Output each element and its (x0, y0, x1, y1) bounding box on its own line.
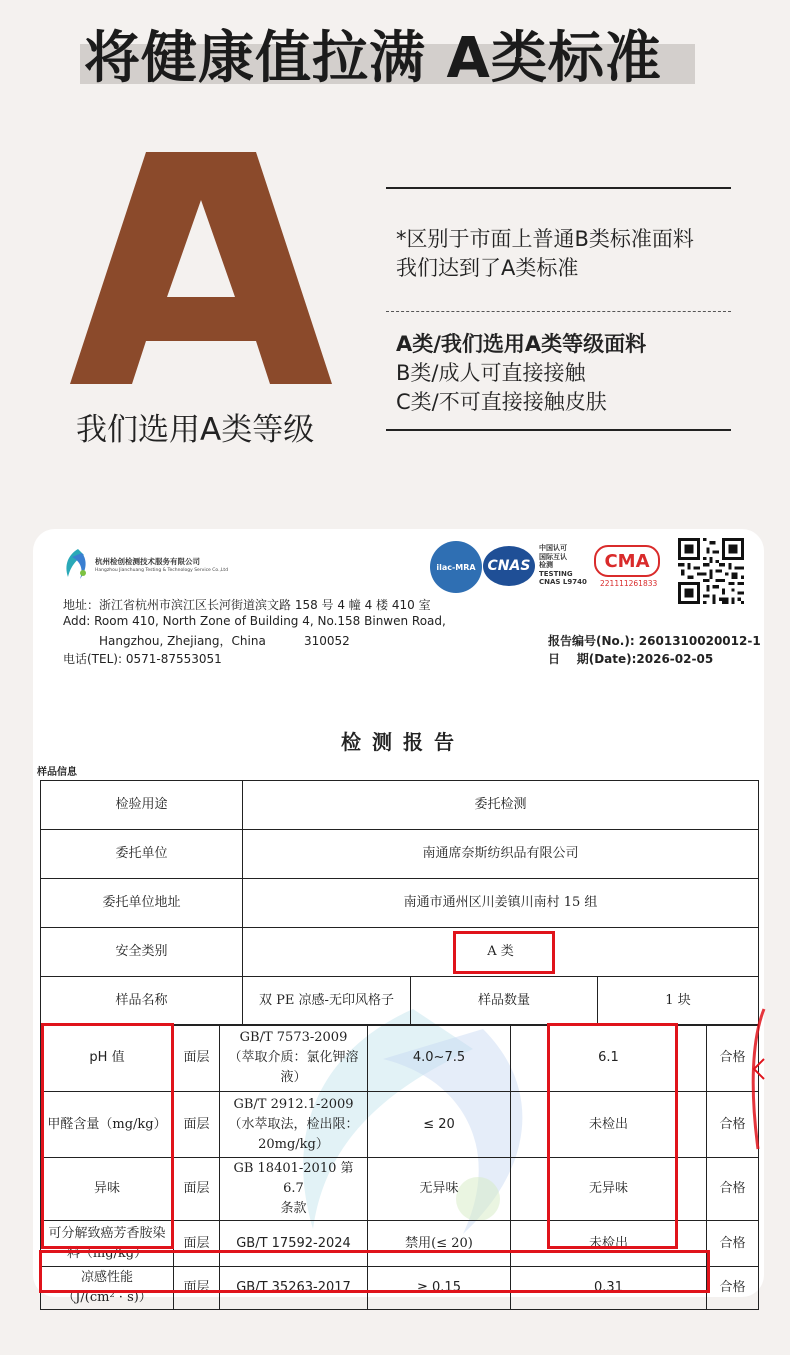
standard-note: 20mg/kg） (258, 1136, 329, 1152)
test-layer: 面层 (174, 1092, 220, 1158)
test-requirement: 禁用(≤ 20) (368, 1221, 511, 1267)
test-layer: 面层 (174, 1025, 220, 1092)
cnas-text-line: 检测 (539, 561, 553, 569)
table-row (41, 977, 759, 1026)
client-address-label: 委托单位地址 (41, 879, 243, 928)
divider-bottom (386, 429, 731, 431)
sample-qty-value: 1 块 (598, 977, 759, 1026)
purpose-value: 委托检测 (243, 781, 759, 830)
standard-note: 条款 (280, 1201, 307, 1216)
standard-code: GB 18401-2010 第 6.7 (233, 1161, 354, 1196)
test-item: 异味 (41, 1158, 174, 1221)
info-line-2: 我们达到了A类标准 (396, 256, 579, 280)
cnas-text-line: TESTING (539, 569, 573, 578)
cooling-unit: （J/(cm² · s)） (62, 1290, 152, 1305)
address-en-1: Add: Room 410, North Zone of Building 4, No.158 Binwen Road, (63, 614, 446, 628)
test-requirement: 4.0~7.5 (368, 1025, 511, 1092)
test-verdict: 合格 (707, 1221, 759, 1267)
cnas-text-line: CNAS L9740 (539, 578, 587, 586)
highlight-cooling-row (39, 1250, 710, 1293)
info-block-2 (396, 330, 646, 417)
test-standard (220, 1092, 368, 1158)
headline: 将健康值拉满 A类标准 (84, 26, 662, 91)
info-line-3: A类/我们选用A类等级面料 (396, 332, 647, 356)
address-cn: 地址：浙江省杭州市滨江区长河街道滨文路 158 号 4 幢 4 楼 410 室 (63, 598, 431, 612)
report-card (33, 529, 764, 1305)
table-row (41, 781, 759, 830)
standard-note: （水萃取法，检出限： (228, 1116, 359, 1132)
standard-code: GB/T 7573-2009 (239, 1030, 348, 1045)
sample-info-table (40, 780, 759, 1026)
divider-top (386, 187, 731, 189)
company-name-cn: 杭州检创检测技术服务有限公司 (95, 557, 200, 566)
cma-number: 221111261833 (600, 579, 658, 588)
test-requirement: ≥ 0.15 (368, 1267, 511, 1310)
cnas-text-line: 中国认可 (539, 544, 567, 552)
test-item-line: 料（mg/kg） (66, 1245, 148, 1261)
cma-badge-icon: CMA (594, 545, 660, 577)
company-name-en: Hangzhou Jianchuang Testing & Technology Service Co.,Ltd (95, 568, 229, 573)
highlight-safety-class (453, 931, 555, 974)
client-value: 南通席奈斯纺织品有限公司 (243, 830, 759, 879)
highlight-test-results (547, 1023, 678, 1249)
test-requirement: 无异味 (368, 1158, 511, 1221)
sample-qty-label: 样品数量 (411, 977, 598, 1026)
divider-dashed (386, 311, 731, 312)
cnas-badge-text (539, 544, 587, 587)
sample-name-label: 样品名称 (41, 977, 243, 1026)
info-line-4: B类/成人可直接接触 (396, 361, 586, 385)
red-stamp-fragment-icon (744, 999, 764, 1169)
test-result: 未检出 (511, 1221, 707, 1267)
test-standard: GB/T 35263-2017 (220, 1267, 368, 1310)
test-item-line: 可分解致癌芳香胺染 (48, 1225, 166, 1241)
test-standard (220, 1025, 368, 1092)
test-verdict: 合格 (707, 1025, 759, 1092)
info-line-5: C类/不可直接接触皮肤 (396, 390, 607, 414)
test-standard: GB/T 17592-2024 (220, 1221, 368, 1267)
telephone: 电话(TEL): 0571-87553051 (63, 652, 222, 666)
test-layer: 面层 (174, 1267, 220, 1310)
ilac-mra-badge-icon: ilac-MRA (430, 541, 482, 593)
test-item: 甲醛含量（mg/kg） (41, 1092, 174, 1158)
highlight-test-items (41, 1023, 174, 1249)
test-result: 未检出 (511, 1092, 707, 1158)
cnas-text-line: 国际互认 (539, 552, 567, 561)
test-layer: 面层 (174, 1158, 220, 1221)
company-logo-icon (60, 547, 90, 581)
test-standard (220, 1158, 368, 1221)
qr-code-icon (678, 538, 744, 604)
table-row (41, 928, 759, 977)
test-verdict: 合格 (707, 1092, 759, 1158)
test-result: 6.1 (511, 1025, 707, 1092)
sample-name-value: 双 PE 凉感-无印风格子 (243, 977, 411, 1026)
table-row (41, 830, 759, 879)
cooling-label: 凉感性能 (80, 1270, 133, 1285)
report-number: 报告编号(No.): 2601310020012-1 (548, 634, 761, 648)
safety-class-value: A 类 (243, 928, 759, 977)
test-result: 无异味 (511, 1158, 707, 1221)
client-address-value: 南通市通州区川姜镇川南村 15 组 (243, 879, 759, 928)
info-block-1 (396, 225, 694, 283)
standard-code: GB/T 2912.1-2009 (233, 1096, 354, 1112)
test-requirement: ≤ 20 (368, 1092, 511, 1158)
grade-caption: 我们选用A类等级 (76, 412, 315, 448)
grade-a-logo (70, 152, 332, 384)
address-en-2: Hangzhou, Zhejiang，China 310052 (99, 634, 350, 648)
test-verdict: 合格 (707, 1267, 759, 1310)
report-date: 日 期(Date):2026-02-05 (548, 652, 714, 666)
test-item: pH 值 (41, 1025, 174, 1092)
test-result: 0.31 (511, 1267, 707, 1310)
sample-info-label: 样品信息 (37, 767, 77, 778)
test-verdict: 合格 (707, 1158, 759, 1221)
report-title: 检测报告 (341, 730, 465, 754)
table-row (41, 879, 759, 928)
cnas-badge-icon: CNAS (483, 546, 535, 586)
standard-note: （萃取介质：氯化钾溶液） (228, 1050, 359, 1085)
test-layer: 面层 (174, 1221, 220, 1267)
info-line-1: *区别于市面上普通B类标准面料 (396, 227, 694, 251)
purpose-label: 检验用途 (41, 781, 243, 830)
safety-class-label: 安全类别 (41, 928, 243, 977)
client-label: 委托单位 (41, 830, 243, 879)
